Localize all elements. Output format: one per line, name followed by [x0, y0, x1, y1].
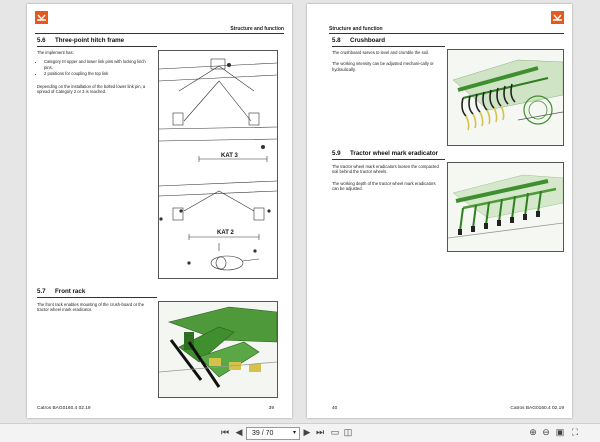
- front-rack-figure: [158, 301, 278, 398]
- bullet-item: • 2 positions for coupling the top link: [44, 71, 147, 76]
- section-heading: [332, 150, 438, 157]
- header-rule: [35, 33, 284, 34]
- section-heading: [332, 37, 385, 44]
- footer-doc-id: Catros BAG0160.4 02.19: [510, 406, 564, 411]
- fit-icon[interactable]: ▣: [555, 427, 565, 437]
- zoom-in-icon[interactable]: ⊕: [529, 427, 537, 437]
- section-rule: [332, 46, 445, 47]
- bullet-item: • Category III upper and lower link pins with locking linch pins.: [44, 59, 147, 70]
- section-text: [332, 164, 442, 192]
- paragraph: The working depth of the tractor wheel mark eradicators can be adjusted.: [332, 180, 436, 192]
- last-page-icon[interactable]: ⏭: [315, 427, 325, 437]
- brand-logo: [35, 11, 48, 24]
- prev-page-icon[interactable]: ◀: [235, 427, 243, 437]
- crushboard-illustration: [448, 50, 563, 145]
- fullscreen-icon[interactable]: ⛶: [571, 427, 579, 437]
- brand-logo-icon: [552, 12, 563, 23]
- section-rule: [332, 159, 445, 160]
- bullet-list: [37, 59, 147, 76]
- intro-text: The implement has:: [37, 50, 74, 55]
- section-title: Front rack: [55, 288, 86, 295]
- section-number: 5.7: [37, 288, 46, 295]
- paragraph: The crushboard serves to level and crumble the soil.: [332, 50, 430, 55]
- section-rule: [37, 46, 157, 47]
- two-page-icon[interactable]: ◫: [343, 427, 353, 437]
- brand-logo: [551, 11, 564, 24]
- viewer-toolbar: [0, 423, 600, 442]
- section-number: 5.8: [332, 37, 341, 44]
- crushboard-figure: [447, 49, 564, 146]
- section-heading: [37, 37, 124, 44]
- section-title: Crushboard: [350, 37, 386, 44]
- page-header-title: Structure and function: [230, 26, 284, 32]
- brand-logo-icon: [36, 12, 47, 23]
- header-rule: [329, 33, 564, 34]
- section-number: 5.6: [37, 37, 46, 44]
- first-page-icon[interactable]: ⏮: [220, 427, 230, 437]
- section-title: Tractor wheel mark eradicator: [350, 150, 439, 157]
- paragraph: The tractor wheel mark eradicators loosen the compacted soil behind the tractor wheels.: [332, 164, 439, 175]
- page-indicator[interactable]: [246, 427, 300, 440]
- page-indicator-text: 39 / 70: [252, 430, 274, 437]
- section-number: 5.9: [332, 150, 341, 157]
- page-40: [307, 4, 572, 418]
- next-page-icon[interactable]: ▶: [303, 427, 311, 437]
- footer-page-number: 40: [332, 406, 338, 411]
- section-text: [332, 50, 442, 72]
- page-39: [27, 4, 292, 418]
- zoom-out-icon[interactable]: ⊖: [542, 427, 550, 437]
- section-text: [37, 302, 145, 313]
- section-text: [37, 50, 147, 94]
- footer-page-number: 39: [268, 406, 274, 411]
- hitch-frame-illustration: [159, 51, 277, 278]
- chevron-down-icon: ▾: [292, 430, 296, 436]
- section-title: Three-point hitch frame: [55, 37, 125, 44]
- kat3-label: KAT 3: [221, 153, 238, 159]
- section-rule: [37, 297, 157, 298]
- kat2-label: KAT 2: [217, 230, 234, 236]
- section-heading: [37, 288, 85, 295]
- paragraph: Depending on the installation of the bolted lower link pin, a spread of Category 2 or 3 is reached.: [37, 83, 146, 95]
- footer-doc-id: Catros BAG0160.4 02.19: [37, 406, 91, 411]
- page-header-title: Structure and function: [329, 26, 383, 32]
- wheel-mark-eradicator-figure: [447, 162, 564, 252]
- single-page-icon[interactable]: ▭: [330, 427, 340, 437]
- eradicator-illustration: [448, 163, 563, 251]
- hitch-frame-figure: [158, 50, 278, 279]
- paragraph: The front rack enables mounting of the crush-board or the tractor wheel mark eradicator.: [37, 302, 145, 313]
- paragraph: The working intensity can be adjusted mechani-cally or hydraulically.: [332, 61, 434, 72]
- front-rack-illustration: [159, 302, 277, 397]
